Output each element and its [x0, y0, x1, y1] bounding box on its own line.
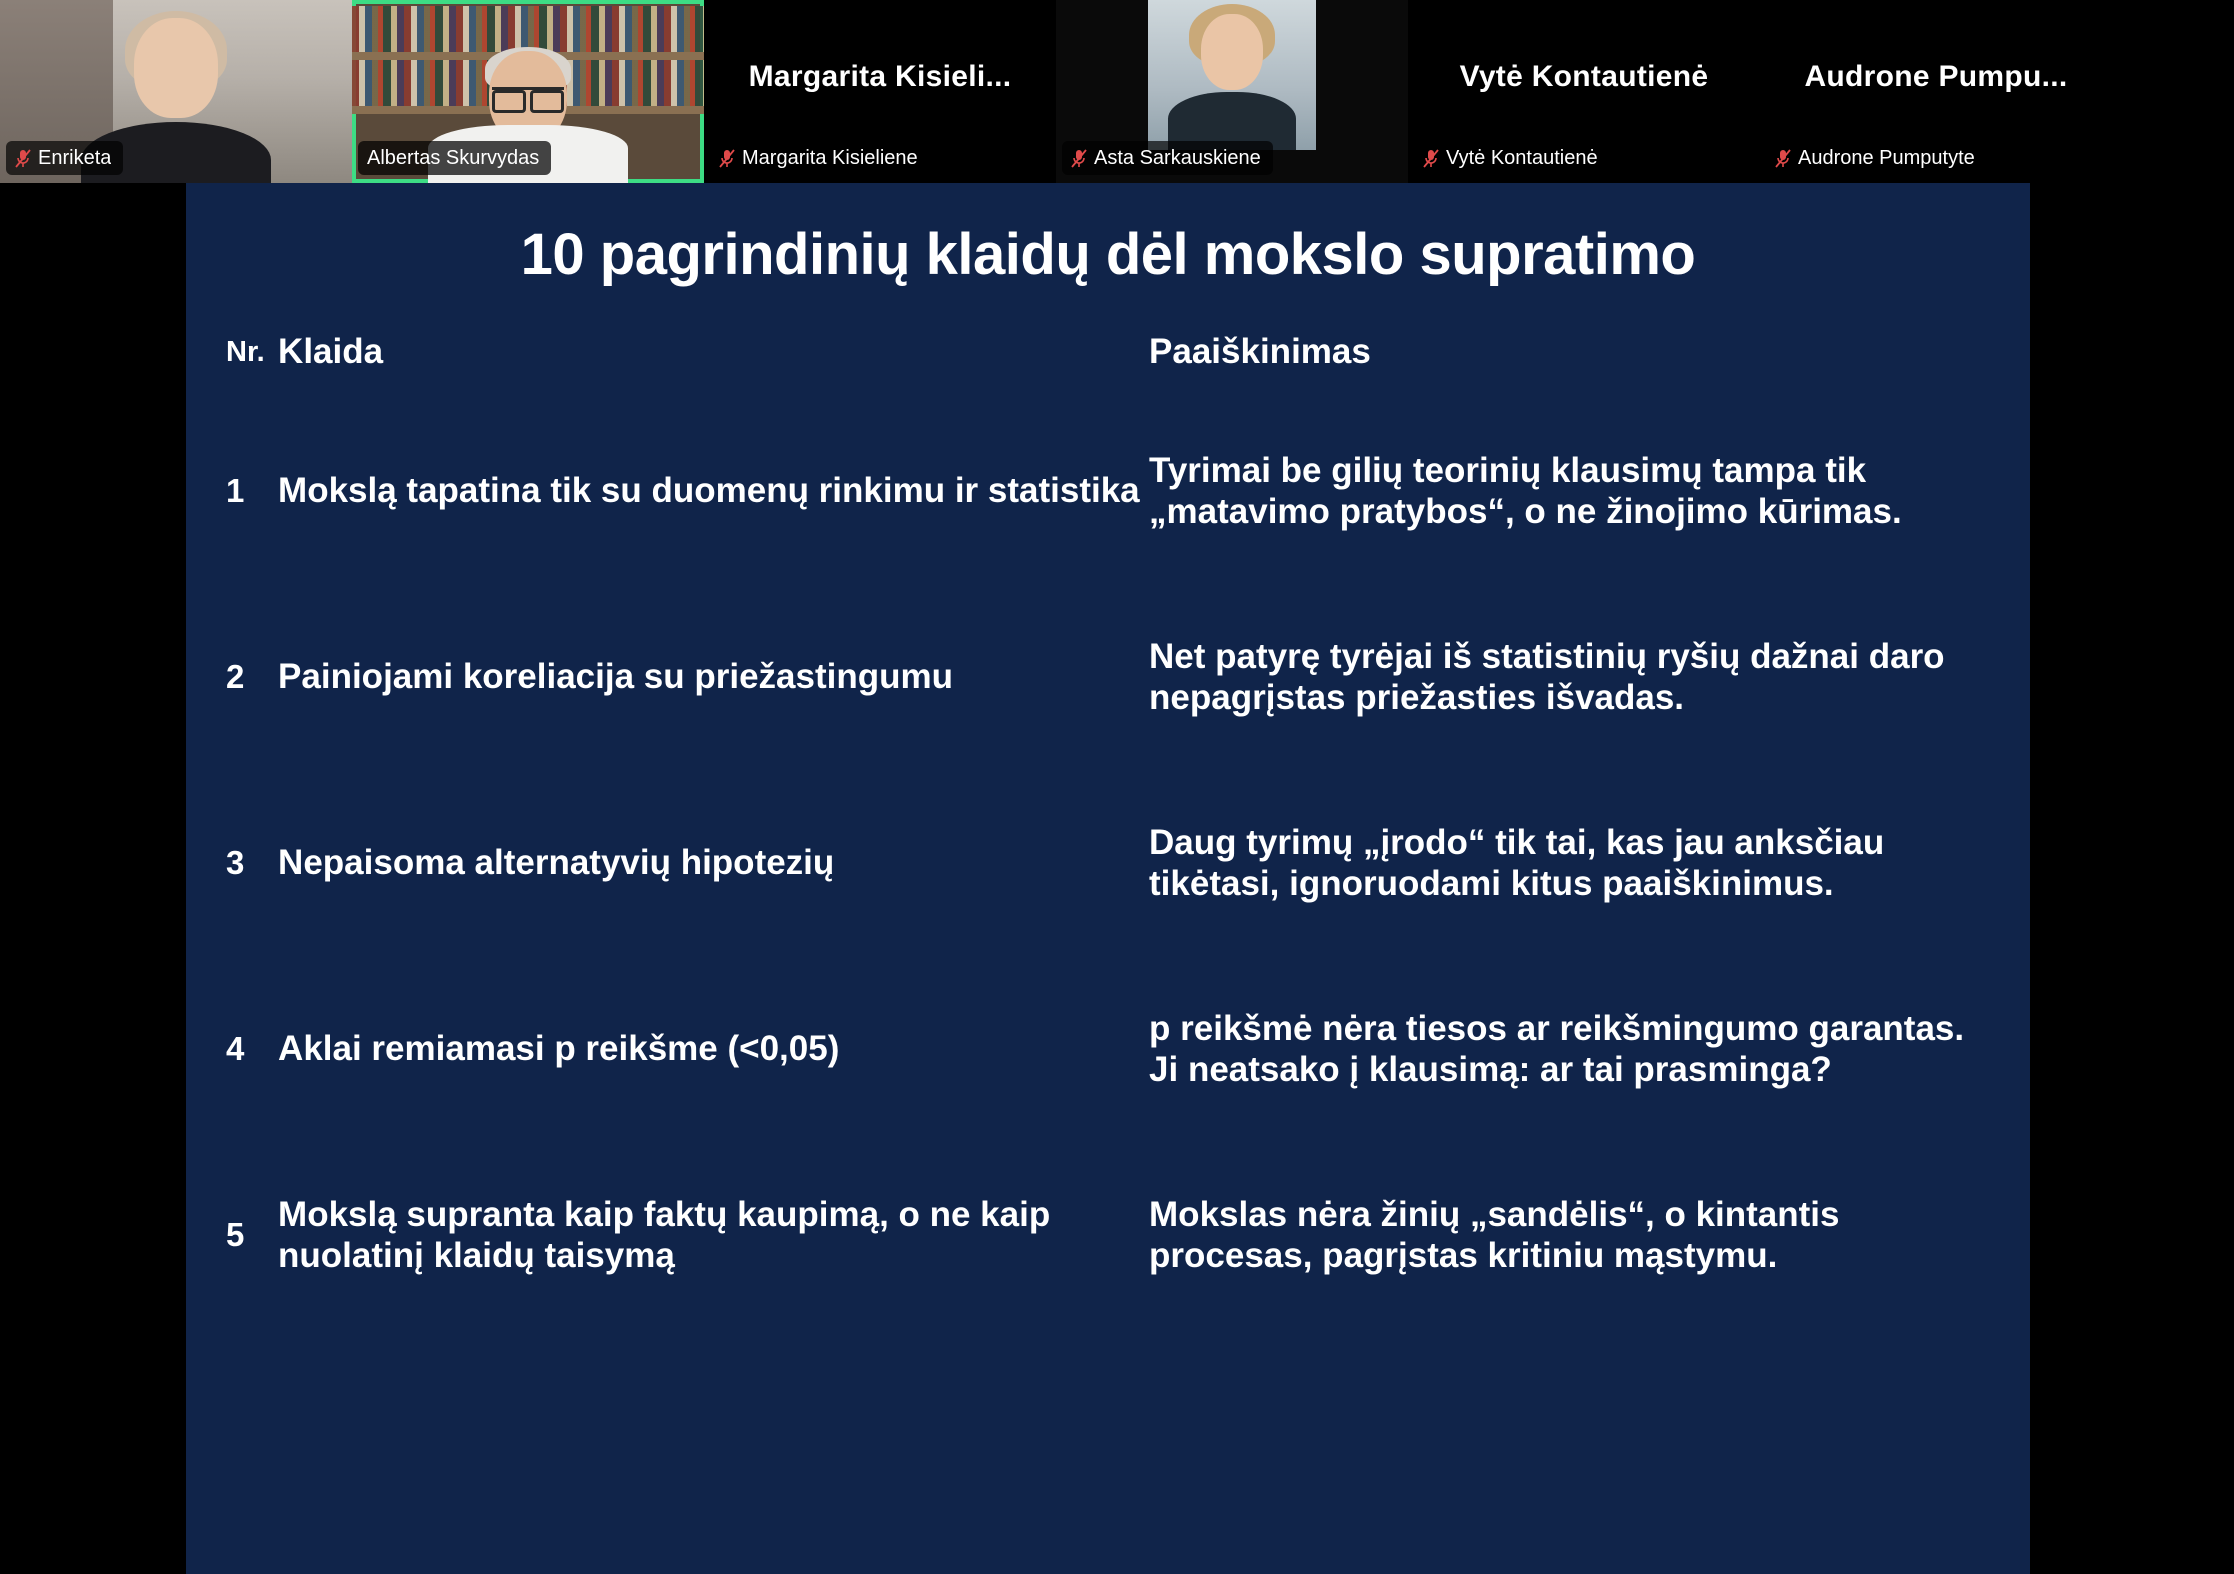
- participant-tile-vyte-kontautiene[interactable]: [1408, 0, 1760, 183]
- column-header-error: Klaida: [278, 332, 384, 371]
- slide-title: 10 pagrindinių klaidų dėl mokslo supratimo: [520, 222, 1696, 287]
- column-header-nr: Nr.: [226, 335, 265, 368]
- participant-name: Vytė Kontautienė: [1446, 146, 1598, 169]
- row-error: Mokslą supranta kaip faktų kaupimą, o ne kaip nuolatinį klaidų taisymą: [278, 1194, 1051, 1275]
- slide-table: [226, 306, 1990, 1328]
- table-row: [226, 398, 1990, 584]
- table-row: [226, 1142, 1990, 1328]
- row-explanation: p reikšmė nėra tiesos ar reikšmingumo garantas. Ji neatsako į klausimą: ar tai prasminga?: [1149, 1008, 1965, 1089]
- table-header-row: [226, 306, 1990, 398]
- table-row: [226, 956, 1990, 1142]
- row-error: Aklai remiamasi p reikšme (<0,05): [278, 1029, 840, 1069]
- participant-name-badge: [1766, 141, 1987, 175]
- participant-name-badge: [358, 141, 551, 175]
- row-number: 3: [226, 844, 245, 881]
- participant-name-badge: [1062, 141, 1273, 175]
- row-explanation: Mokslas nėra žinių „sandėlis“, o kintantis procesas, pagrįstas kritiniu mąstymu.: [1149, 1194, 1840, 1275]
- participant-name: Audrone Pumputyte: [1798, 146, 1975, 169]
- participant-tile-margarita-kisieliene[interactable]: [704, 0, 1056, 183]
- participant-name: Margarita Kisieliene: [742, 146, 918, 169]
- participant-display-name: Vytė Kontautienė: [1459, 59, 1709, 93]
- row-number: 1: [226, 472, 245, 509]
- microphone-muted-icon: [719, 149, 735, 168]
- row-error: Nepaisoma alternatyvių hipotezių: [278, 843, 835, 883]
- table-row: [226, 584, 1990, 770]
- row-number: 4: [226, 1030, 245, 1067]
- microphone-muted-icon: [1775, 149, 1791, 168]
- participant-name-badge: [6, 141, 123, 175]
- participant-tile-enriketa[interactable]: [0, 0, 352, 183]
- row-explanation: Tyrimai be gilių teorinių klausimų tampa tik „matavimo pratybos“, o ne žinojimo kūrimas.: [1149, 450, 1902, 531]
- row-error: Painiojami koreliacija su priežastingumu: [278, 657, 953, 697]
- participant-name: Albertas Skurvydas: [367, 146, 540, 169]
- participant-name: Enriketa: [38, 146, 112, 169]
- row-number: 2: [226, 658, 245, 695]
- presentation-slide: [186, 183, 2030, 1574]
- microphone-muted-icon: [15, 149, 31, 168]
- shared-screen-area: [0, 183, 2234, 1574]
- participant-tile-asta-sarkauskiene[interactable]: [1056, 0, 1408, 183]
- participant-name-badge: [1414, 141, 1610, 175]
- table-row: [226, 770, 1990, 956]
- participant-tile-albertas-skurvydas[interactable]: [352, 0, 704, 183]
- column-header-explanation: Paaiškinimas: [1149, 332, 1371, 371]
- participant-filmstrip: [0, 0, 2234, 183]
- participant-tile-audrone-pumputyte[interactable]: [1760, 0, 2112, 183]
- participant-name: Asta Sarkauskiene: [1094, 146, 1261, 169]
- row-explanation: Net patyrę tyrėjai iš statistinių ryšių dažnai daro nepagrįstas priežasties išvadas.: [1149, 636, 1945, 717]
- participant-display-name: Margarita Kisieli...: [748, 59, 1012, 93]
- microphone-muted-icon: [1071, 149, 1087, 168]
- microphone-muted-icon: [1423, 149, 1439, 168]
- participant-name-badge: [710, 141, 930, 175]
- row-error: Mokslą tapatina tik su duomenų rinkimu ir statistika: [278, 471, 1140, 511]
- row-number: 5: [226, 1216, 245, 1253]
- row-explanation: Daug tyrimų „įrodo“ tik tai, kas jau anksčiau tikėtasi, ignoruodami kitus paaiškinimus.: [1149, 822, 1885, 903]
- participant-display-name: Audrone Pumpu...: [1804, 59, 2068, 93]
